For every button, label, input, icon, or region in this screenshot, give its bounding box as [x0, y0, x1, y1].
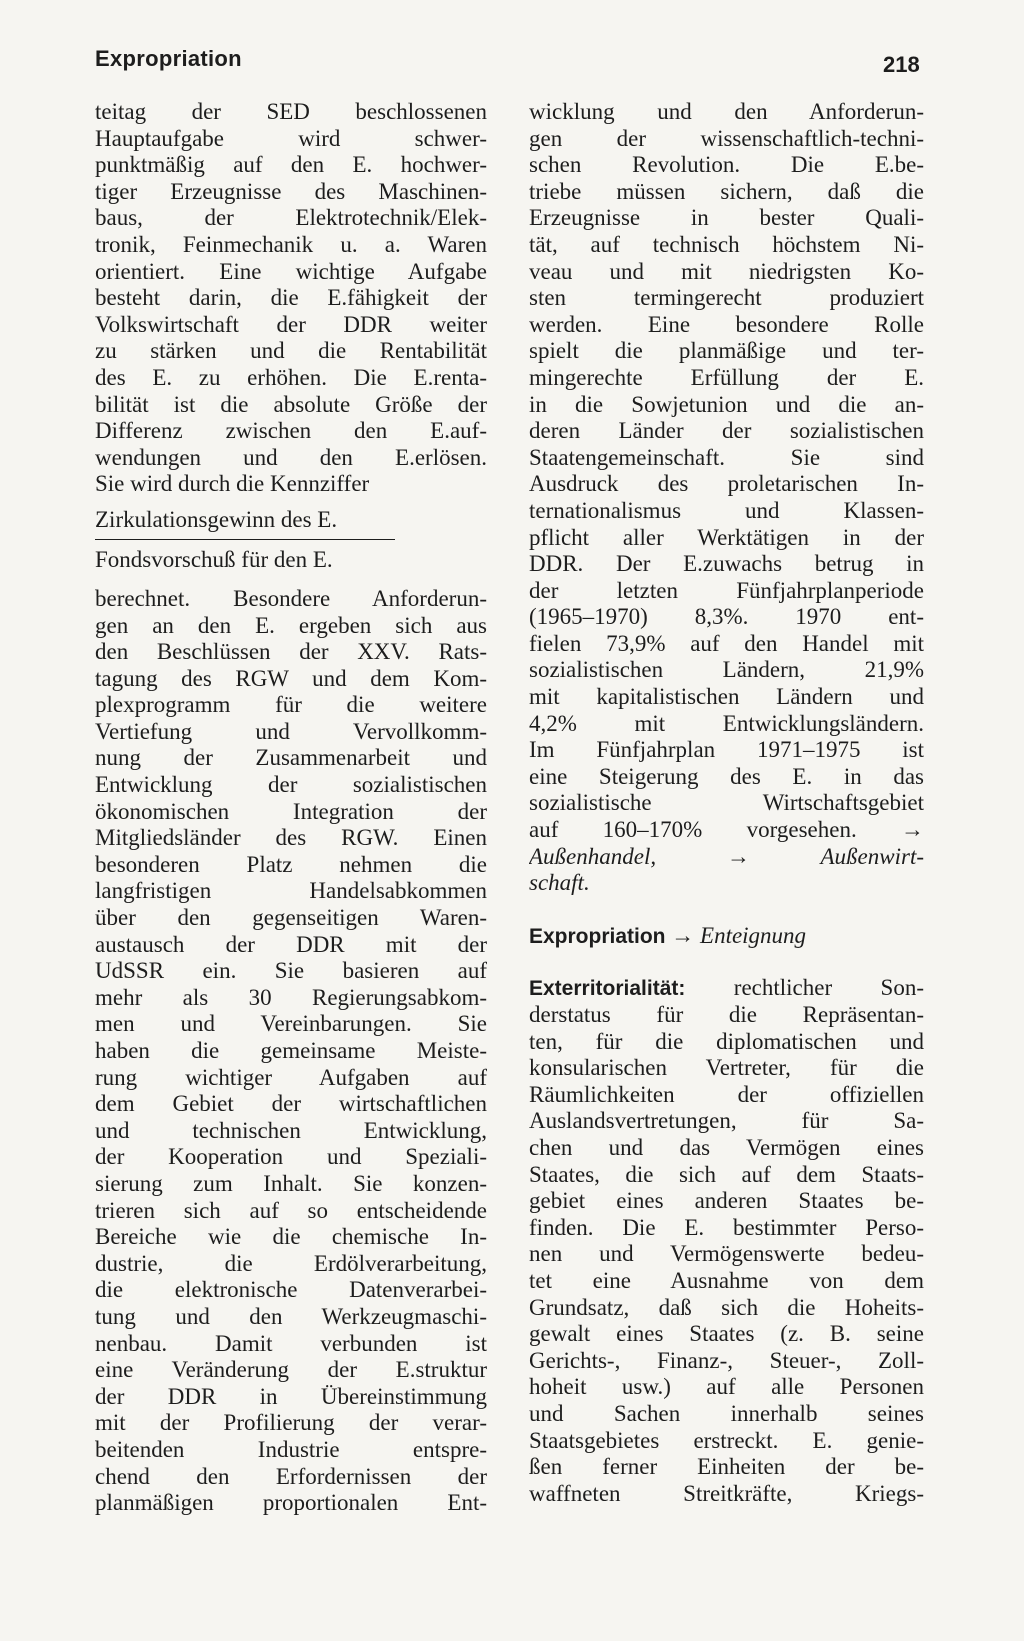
fraction-numerator: Zirkulationsgewinn des E.	[95, 506, 338, 532]
text-line: gewalt eines Staates (z. B. seine	[529, 1321, 924, 1347]
text-line: der letzten Fünfjahrplanperiode	[529, 577, 924, 603]
text-line: nung der Zusammenarbeit und	[95, 745, 487, 771]
text-line: rung wichtiger Aufgaben auf	[95, 1064, 487, 1090]
text-line: Im Fünfjahrplan 1971–1975 ist	[529, 737, 924, 763]
text-line: (1965–1970) 8,3%. 1970 ent-	[529, 604, 924, 630]
text-line: haben die gemeinsame Meiste-	[95, 1038, 487, 1063]
formula-fraction	[95, 506, 395, 574]
text-line: der Kooperation und Speziali-	[95, 1144, 487, 1170]
text-line: spielt die planmäßige und ter-	[529, 338, 924, 364]
text-line: Bereiche wie die chemische In-	[95, 1224, 487, 1250]
text-line: UdSSR ein. Sie basieren auf	[95, 958, 487, 984]
text-line: schen Revolution. Die E.be-	[529, 152, 924, 178]
text-line: plexprogramm für die weitere	[95, 692, 487, 718]
text-line: dem Gebiet der wirtschaftlichen	[95, 1091, 487, 1117]
entry-expropriation	[529, 923, 924, 950]
text-line: Gerichts-, Finanz-, Steuer-, Zoll-	[529, 1347, 924, 1373]
text-line: dustrie, die Erdölverarbeitung,	[95, 1250, 487, 1276]
text-line: gen an den E. ergeben sich aus	[95, 612, 487, 638]
text-line: konsularischen Vertreter, für die	[529, 1055, 924, 1081]
text-line: beitenden Industrie entspre-	[95, 1436, 487, 1462]
text-line: finden. Die E. bestimmter Perso-	[529, 1214, 924, 1240]
text-line: zu stärken und die Rentabilität	[95, 338, 487, 364]
text-line: Volkswirtschaft der DDR weiter	[95, 311, 487, 337]
text-line: Auslandsvertretungen, für Sa-	[529, 1108, 924, 1134]
text-line: Sie wird durch die Kennziffer	[95, 471, 370, 497]
text-line: orientiert. Eine wichtige Aufgabe	[95, 258, 487, 284]
text-line: chend den Erfordernissen der	[95, 1463, 487, 1489]
left-column-text-bottom	[95, 586, 487, 1517]
text-line: derstatus für die Repräsentan-	[529, 1002, 924, 1027]
text-line: tagung des RGW und dem Kom-	[95, 665, 487, 691]
left-column-text-top	[95, 99, 487, 498]
entry-exterritorialitaet-first-line	[529, 975, 924, 1002]
text-line: Differenz zwischen den E.auf-	[95, 418, 487, 444]
text-line: waffneten Streitkräfte, Kriegs-	[529, 1480, 924, 1506]
text-line: die elektronische Datenverarbei-	[95, 1277, 487, 1303]
text-line: men und Vereinbarungen. Sie	[95, 1011, 487, 1037]
text-line: Staates, die sich auf dem Staats-	[529, 1161, 924, 1187]
text-line: und technischen Entwicklung,	[95, 1117, 487, 1143]
text-line: den Beschlüssen der XXV. Rats-	[95, 639, 487, 665]
fraction-denominator: Fondsvorschuß für den E.	[95, 546, 333, 572]
text-line: ten, für die diplomatischen und	[529, 1028, 924, 1054]
text-line: sozialistischen Ländern, 21,9%	[529, 657, 924, 683]
text-line: über den gegenseitigen Waren-	[95, 905, 487, 931]
definition-start: rechtlicher Son-	[733, 975, 924, 1001]
text-line: fielen 73,9% auf den Handel mit	[529, 630, 924, 656]
text-line: mehr als 30 Regierungsabkom-	[95, 984, 487, 1010]
crossref-arrow: →	[671, 922, 695, 948]
text-line: gebiet eines anderen Staates be-	[529, 1188, 924, 1214]
text-line: tung und den Werkzeugmaschi-	[95, 1303, 487, 1329]
text-line: Staatengemeinschaft. Sie sind	[529, 444, 924, 470]
text-line: langfristigen Handelsabkommen	[95, 878, 487, 904]
text-line: Mitgliedsländer des RGW. Einen	[95, 825, 487, 851]
text-line: austausch der DDR mit der	[95, 931, 487, 957]
text-line: Hauptaufgabe wird schwer-	[95, 125, 487, 151]
text-line: Staatsgebietes erstreckt. E. genie-	[529, 1427, 924, 1453]
text-line: Erzeugnisse in bester Quali-	[529, 205, 924, 231]
text-line: 4,2% mit Entwicklungsländern.	[529, 710, 924, 736]
text-line: Vertiefung und Vervollkomm-	[95, 718, 487, 744]
text-line: ßen ferner Einheiten der be-	[529, 1454, 924, 1480]
right-column-text-top	[529, 99, 924, 844]
text-line: bilität ist die absolute Größe der	[95, 391, 487, 417]
text-line: sozialistische Wirtschaftsgebiet	[529, 790, 924, 816]
text-line: veau und mit niedrigsten Ko-	[529, 258, 924, 284]
text-line: planmäßigen proportionalen Ent-	[95, 1490, 487, 1516]
text-line: tät, auf technisch höchstem Ni-	[529, 231, 924, 257]
text-line: eine Veränderung der E.struktur	[95, 1357, 487, 1383]
text-line: pflicht aller Werktätigen in der	[529, 524, 924, 550]
text-line: deren Länder der sozialistischen	[529, 418, 924, 444]
page-number: 218	[883, 52, 920, 77]
text-line: nen und Vermögenswerte bedeu-	[529, 1241, 924, 1267]
text-line: Entwicklung der sozialistischen	[95, 772, 487, 798]
text-line: sierung zum Inhalt. Sie konzen-	[95, 1170, 487, 1196]
text-line: wendungen und den E.erlösen.	[95, 444, 487, 470]
headword-exterritorialitaet: Exterritorialität:	[529, 977, 686, 1001]
right-column	[529, 99, 924, 1507]
fraction-bar	[95, 539, 395, 540]
left-column	[95, 99, 487, 1517]
text-line: Räumlichkeiten der offiziellen	[529, 1081, 924, 1107]
text-line: trieren sich auf so entscheidende	[95, 1197, 487, 1223]
text-line: nenbau. Damit verbunden ist	[95, 1330, 487, 1356]
text-line: wicklung und den Anforderun-	[529, 99, 924, 124]
text-line: gen der wissenschaftlich-techni-	[529, 125, 924, 151]
text-line: ternationalismus und Klassen-	[529, 497, 924, 523]
text-line: tronik, Feinmechanik u. a. Waren	[95, 231, 487, 257]
text-line: sten termingerecht produziert	[529, 285, 924, 311]
text-line: besteht darin, die E.fähigkeit der	[95, 285, 487, 311]
text-line: DDR. Der E.zuwachs betrug in	[529, 551, 924, 577]
text-line: tiger Erzeugnisse des Maschinen-	[95, 178, 487, 204]
text-line: baus, der Elektrotechnik/Elek-	[95, 205, 487, 231]
text-line: werden. Eine besondere Rolle	[529, 311, 924, 337]
crossref-target-enteignung: Enteignung	[700, 922, 807, 948]
text-line: des E. zu erhöhen. Die E.renta-	[95, 364, 487, 390]
running-head-title: Expropriation	[95, 46, 242, 71]
text-line: besonderen Platz nehmen die	[95, 851, 487, 877]
text-line: Ausdruck des proletarischen In-	[529, 471, 924, 497]
text-line: tet eine Ausnahme von dem	[529, 1267, 924, 1293]
text-line: mit kapitalistischen Ländern und	[529, 684, 924, 710]
crossref-end: schaft.	[529, 870, 590, 896]
text-line: chen und das Vermögen eines	[529, 1134, 924, 1160]
text-line: triebe müssen sichern, daß die	[529, 178, 924, 204]
text-line: hoheit usw.) auf alle Personen	[529, 1374, 924, 1400]
text-line: in die Sowjetunion und die an-	[529, 391, 924, 417]
headword-expropriation: Expropriation	[529, 924, 666, 948]
text-line: ökonomischen Integration der	[95, 798, 487, 824]
text-line: Grundsatz, daß sich die Hoheits-	[529, 1294, 924, 1320]
exterritorialitaet-definition	[529, 1002, 924, 1507]
text-line: und Sachen innerhalb seines	[529, 1400, 924, 1426]
text-line: mingerechte Erfüllung der E.	[529, 364, 924, 390]
text-line: auf 160–170% vorgesehen. →	[529, 817, 924, 843]
crossref-line: Außenhandel, → Außenwirt-	[529, 843, 924, 869]
text-line: mit der Profilierung der verar-	[95, 1410, 487, 1436]
text-line: der DDR in Übereinstimmung	[95, 1383, 487, 1409]
text-line: eine Steigerung des E. in das	[529, 763, 924, 789]
text-line: teitag der SED beschlossenen	[95, 99, 487, 124]
text-line: berechnet. Besondere Anforderun-	[95, 585, 487, 611]
text-line: punktmäßig auf den E. hochwer-	[95, 152, 487, 178]
